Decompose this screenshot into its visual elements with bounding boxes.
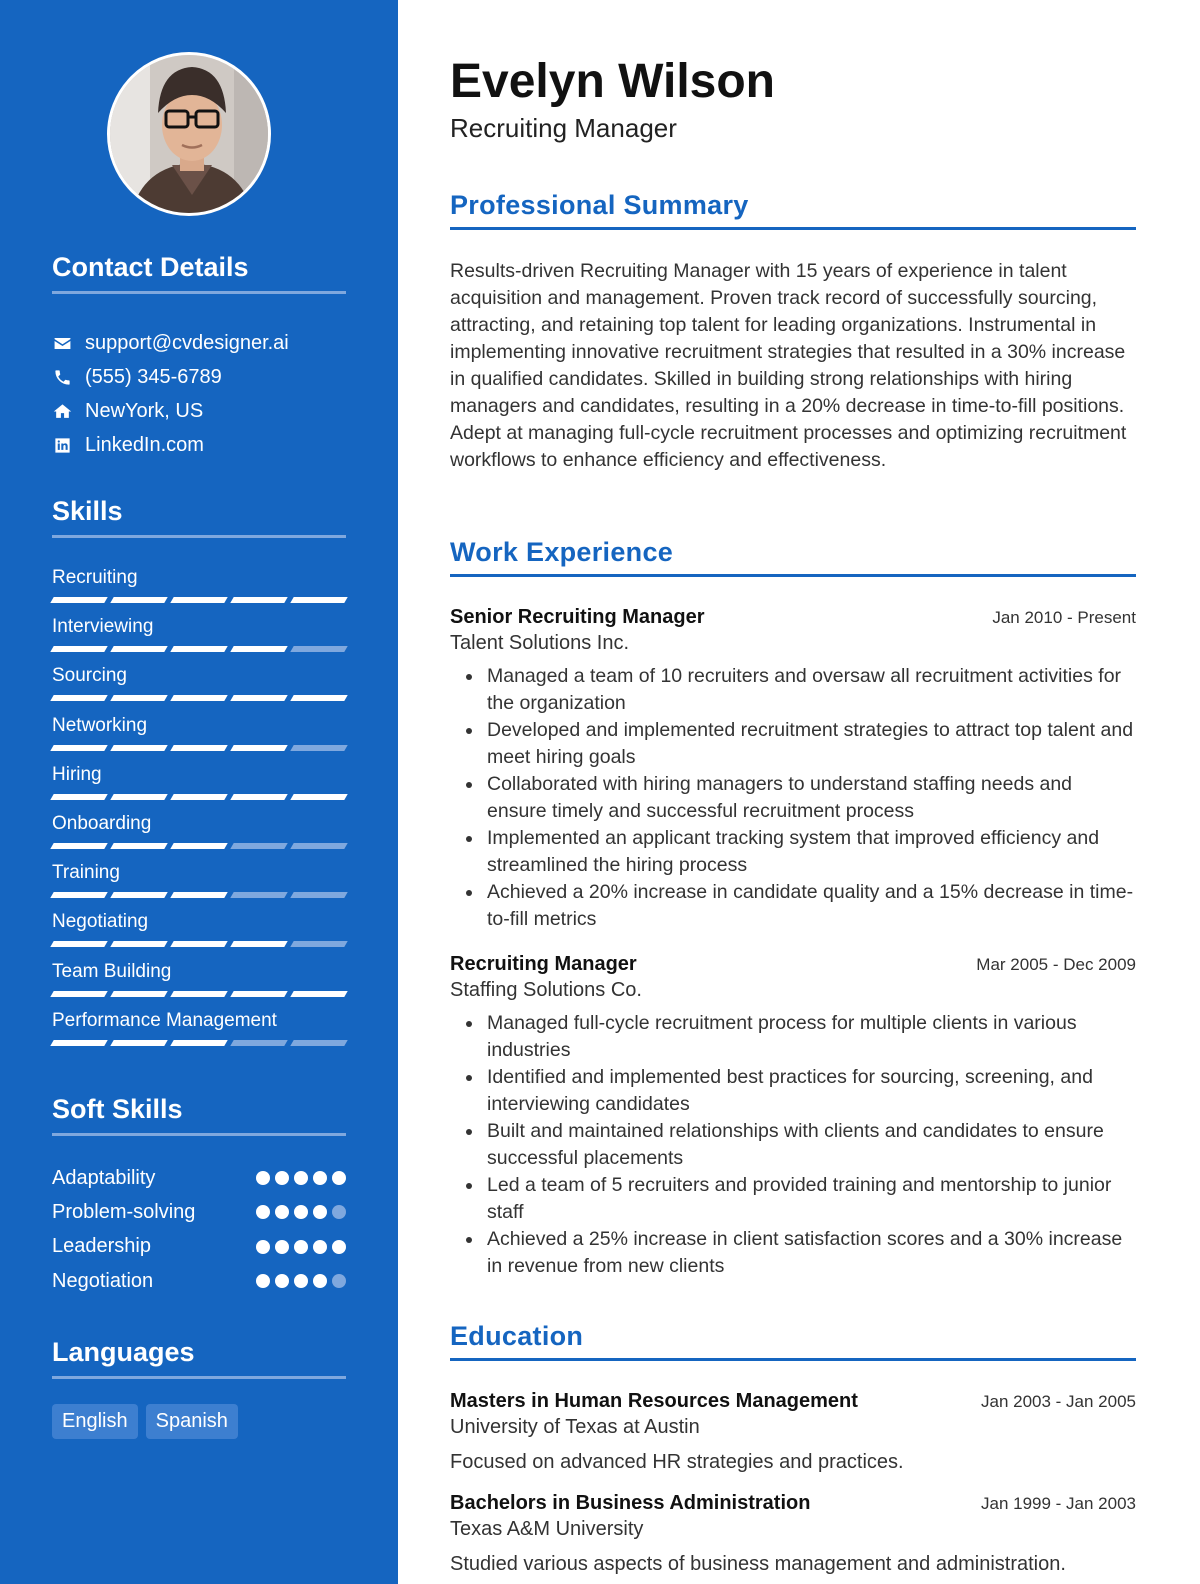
skill-level-segment — [110, 843, 167, 849]
skill-item — [52, 615, 346, 664]
skill-level-segment — [290, 1040, 347, 1046]
skill-level-segment — [230, 892, 287, 898]
skill-level-segment — [170, 941, 227, 947]
rating-dot — [256, 1171, 270, 1185]
skills-list — [52, 566, 346, 1058]
skill-name: Sourcing — [52, 665, 127, 687]
skill-item — [52, 763, 346, 812]
summary-text: Results-driven Recruiting Manager with 15 years of experience in talent acquisition and management. Proven track record of successfully sourcing, attracting, and retaining top talent for leading organizations. Instrumental in implementing innovative recruitment strategies that resulted in a 30% increase in qualified candidates. Skilled in building strong relationships with hiring managers and candidates, resulting in a 20% decrease in time-to-fill positions. Adept at managing full-cycle recruitment processes and optimizing recruitment workflows to enhance efficiency and effectiveness. — [450, 260, 1127, 471]
skill-item — [52, 812, 346, 861]
skill-item — [52, 664, 346, 713]
skill-item — [52, 566, 346, 615]
skill-level-bar — [52, 597, 346, 603]
education-entry — [450, 1492, 1136, 1576]
job-date: Mar 2005 - Dec 2009 — [976, 955, 1136, 974]
skill-level-segment — [110, 745, 167, 751]
skill-level-segment — [170, 892, 227, 898]
rating-dot — [256, 1274, 270, 1288]
skill-item — [52, 1009, 346, 1058]
skill-level-segment — [170, 695, 227, 701]
skill-item — [52, 910, 346, 959]
skill-level-segment — [170, 991, 227, 997]
soft-skills-list — [52, 1161, 346, 1298]
skill-name: Onboarding — [52, 812, 152, 834]
skill-level-bar — [52, 941, 346, 947]
skill-level-segment — [170, 646, 227, 652]
job-company: Talent Solutions Inc. — [450, 632, 629, 654]
skill-level-segment — [50, 991, 107, 997]
job-bullets — [450, 663, 1136, 933]
rating-dot — [313, 1205, 327, 1219]
rating-dot — [275, 1274, 289, 1288]
skill-level-segment — [230, 745, 287, 751]
skill-level-segment — [290, 597, 347, 603]
candidate-name: Evelyn Wilson — [450, 55, 775, 108]
soft-skill-name: Negotiation — [52, 1269, 154, 1292]
rating-dot — [313, 1171, 327, 1185]
degree-description: Focused on advanced HR strategies and practices. — [450, 1451, 904, 1473]
soft-skill-rating — [256, 1171, 346, 1185]
linkedin-icon — [52, 435, 72, 455]
skill-level-segment — [230, 941, 287, 947]
job-bullets — [450, 1010, 1136, 1280]
skill-level-bar — [52, 745, 346, 751]
skill-level-bar — [52, 892, 346, 898]
skill-level-segment — [170, 794, 227, 800]
rating-dot — [275, 1171, 289, 1185]
skill-level-segment — [290, 941, 347, 947]
skill-level-segment — [230, 794, 287, 800]
school-name: University of Texas at Austin — [450, 1416, 700, 1438]
job-bullet: Achieved a 20% increase in candidate quality and a 15% decrease in time-to-fill metrics — [450, 879, 1136, 933]
contact-phone-text: (555) 345-6789 — [85, 365, 222, 388]
rating-dot — [275, 1205, 289, 1219]
skill-level-bar — [52, 695, 346, 701]
summary-heading: Professional Summary — [450, 190, 1136, 230]
job-bullet: Achieved a 25% increase in client satisfaction scores and a 30% increase in revenue from new clients — [450, 1226, 1136, 1280]
skill-level-segment — [50, 745, 107, 751]
soft-skill-name: Adaptability — [52, 1166, 156, 1189]
soft-skill-rating — [256, 1274, 346, 1288]
degree-date: Jan 2003 - Jan 2005 — [980, 1392, 1136, 1411]
skill-level-segment — [50, 646, 107, 652]
envelope-icon — [52, 333, 72, 353]
degree-title: Masters in Human Resources Management — [450, 1390, 858, 1412]
candidate-role: Recruiting Manager — [450, 113, 677, 143]
skill-level-bar — [52, 646, 346, 652]
job-bullet: Implemented an applicant tracking system that improved efficiency and streamlined the hiring process — [450, 825, 1136, 879]
soft-skill-rating — [256, 1205, 346, 1219]
skill-level-segment — [50, 597, 107, 603]
rating-dot — [256, 1205, 270, 1219]
skill-level-segment — [290, 843, 347, 849]
skill-level-segment — [290, 794, 347, 800]
contact-email[interactable] — [52, 326, 352, 360]
language-tag: Spanish — [146, 1404, 238, 1439]
skill-name: Negotiating — [52, 911, 149, 933]
languages-heading: Languages — [52, 1337, 346, 1379]
job-title: Senior Recruiting Manager — [450, 606, 705, 628]
rating-dot — [332, 1240, 346, 1254]
rating-dot — [256, 1240, 270, 1254]
soft-skill-item — [52, 1230, 346, 1264]
contact-linkedin[interactable] — [52, 428, 352, 462]
skill-level-segment — [50, 1040, 107, 1046]
skill-name: Networking — [52, 714, 148, 736]
skill-level-segment — [170, 1040, 227, 1046]
skill-level-segment — [230, 597, 287, 603]
skills-heading: Skills — [52, 496, 346, 538]
soft-skill-item — [52, 1264, 346, 1298]
skill-level-segment — [170, 745, 227, 751]
job-date: Jan 2010 - Present — [992, 608, 1136, 627]
contact-location-text: NewYork, US — [85, 399, 204, 422]
soft-skill-item — [52, 1195, 346, 1229]
sidebar — [0, 0, 398, 1584]
soft-skill-item — [52, 1161, 346, 1195]
school-name: Texas A&M University — [450, 1518, 644, 1540]
skill-name: Recruiting — [52, 567, 138, 588]
rating-dot — [294, 1171, 308, 1185]
skill-name: Interviewing — [52, 616, 154, 638]
skill-level-bar — [52, 843, 346, 849]
skill-level-segment — [110, 597, 167, 603]
skill-level-bar — [52, 1040, 346, 1046]
skill-level-bar — [52, 991, 346, 997]
skill-level-segment — [230, 843, 287, 849]
skill-name: Performance Management — [52, 1009, 277, 1031]
soft-skill-rating — [256, 1240, 346, 1254]
contact-heading: Contact Details — [52, 252, 346, 294]
skill-level-segment — [50, 794, 107, 800]
soft-skill-name: Problem-solving — [52, 1200, 196, 1223]
job-bullet: Managed a team of 10 recruiters and oversaw all recruitment activities for the organization — [450, 663, 1136, 717]
skill-level-segment — [230, 1040, 287, 1046]
rating-dot — [332, 1171, 346, 1185]
education-entry — [450, 1390, 1136, 1474]
job-bullet: Developed and implemented recruitment strategies to attract top talent and meet hiring goals — [450, 717, 1136, 771]
rating-dot — [294, 1274, 308, 1288]
skill-level-segment — [290, 991, 347, 997]
skill-level-segment — [110, 941, 167, 947]
job-title: Recruiting Manager — [450, 953, 637, 975]
skill-level-segment — [290, 646, 347, 652]
skill-level-segment — [50, 892, 107, 898]
skill-item — [52, 960, 346, 1009]
contact-email-text: support@cvdesigner.ai — [85, 331, 289, 354]
skill-name: Hiring — [52, 763, 102, 785]
skill-level-segment — [50, 695, 107, 701]
rating-dot — [294, 1205, 308, 1219]
rating-dot — [275, 1240, 289, 1254]
skill-level-segment — [110, 991, 167, 997]
contact-location — [52, 394, 352, 428]
skill-level-segment — [170, 597, 227, 603]
rating-dot — [313, 1240, 327, 1254]
skill-item — [52, 714, 346, 763]
rating-dot — [332, 1274, 346, 1288]
contact-linkedin-text: LinkedIn.com — [85, 433, 204, 456]
languages-list — [52, 1404, 238, 1439]
job-bullet: Managed full-cycle recruitment process for multiple clients in various industries — [450, 1010, 1136, 1064]
skill-level-segment — [50, 941, 107, 947]
rating-dot — [313, 1274, 327, 1288]
skill-level-segment — [50, 843, 107, 849]
skill-level-segment — [230, 646, 287, 652]
skill-name: Training — [52, 862, 120, 884]
skill-level-segment — [110, 892, 167, 898]
skill-level-segment — [110, 646, 167, 652]
skill-item — [52, 861, 346, 910]
home-icon — [52, 401, 72, 421]
job-bullet: Built and maintained relationships with clients and candidates to ensure successful placements — [450, 1118, 1136, 1172]
soft-skill-name: Leadership — [52, 1235, 151, 1258]
skill-level-segment — [290, 745, 347, 751]
skill-level-segment — [110, 1040, 167, 1046]
skill-level-segment — [170, 843, 227, 849]
degree-description: Studied various aspects of business management and administration. — [450, 1553, 1066, 1575]
rating-dot — [294, 1240, 308, 1254]
skill-name: Team Building — [52, 960, 172, 982]
contact-phone[interactable] — [52, 360, 352, 394]
soft-skills-heading: Soft Skills — [52, 1094, 346, 1136]
skill-level-segment — [290, 695, 347, 701]
education-heading: Education — [450, 1321, 1136, 1361]
job-entry — [450, 953, 1136, 1280]
skill-level-segment — [230, 991, 287, 997]
degree-date: Jan 1999 - Jan 2003 — [980, 1494, 1136, 1513]
skill-level-segment — [290, 892, 347, 898]
contact-list — [52, 326, 352, 462]
phone-icon — [52, 367, 72, 387]
skill-level-segment — [110, 794, 167, 800]
job-bullet: Collaborated with hiring managers to understand staffing needs and ensure timely and successful recruitment process — [450, 771, 1136, 825]
experience-heading: Work Experience — [450, 537, 1136, 577]
avatar — [107, 52, 271, 216]
rating-dot — [332, 1205, 346, 1219]
skill-level-segment — [110, 695, 167, 701]
profile-photo-icon — [110, 55, 271, 216]
skill-level-bar — [52, 794, 346, 800]
job-entry — [450, 606, 1136, 933]
job-company: Staffing Solutions Co. — [450, 979, 642, 1001]
job-bullet: Led a team of 5 recruiters and provided training and mentorship to junior staff — [450, 1172, 1136, 1226]
job-bullet: Identified and implemented best practices for sourcing, screening, and interviewing candidates — [450, 1064, 1136, 1118]
language-tag: English — [52, 1404, 138, 1439]
degree-title: Bachelors in Business Administration — [450, 1492, 811, 1514]
skill-level-segment — [230, 695, 287, 701]
